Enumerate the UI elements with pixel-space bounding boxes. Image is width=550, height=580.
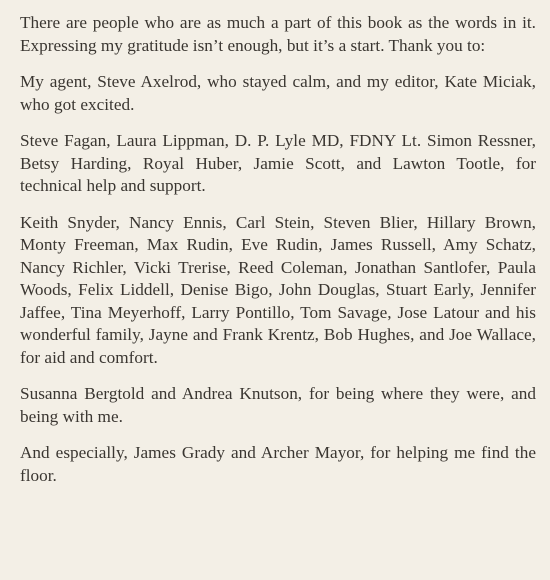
acknowledgments-paragraph: Keith Snyder, Nancy Ennis, Carl Stein, Steven Blier, Hillary Brown, Monty Freeman, Max Rudin, Eve Rudin, James Russell, Amy Schatz, Nancy Richler, Vicki Trerise, Reed Coleman, Jonathan Santlofer, Paula Woods, Felix Liddell, Denise Bigo, John Douglas, Stuart Early, Jennifer Jaffee, Tina Meyerhoff, Larry Pontillo, Tom Savage, Jose Latour and his wonderful family, Jayne and Frank Krentz, Bob Hughes, and Joe Wallace, for aid and comfort. (20, 212, 536, 367)
acknowledgments-paragraph: Steve Fagan, Laura Lippman, D. P. Lyle MD, FDNY Lt. Simon Ressner, Betsy Harding, Royal Huber, Jamie Scott, and Lawton Tootle, for technical help and support. (20, 131, 536, 195)
acknowledgments-paragraph: Susanna Bergtold and Andrea Knutson, for being where they were, and being with me. (20, 384, 536, 426)
acknowledgments-paragraph: And especially, James Grady and Archer Mayor, for helping me find the floor. (20, 443, 536, 485)
acknowledgments-paragraph: My agent, Steve Axelrod, who stayed calm, and my editor, Kate Miciak, who got excited. (20, 72, 536, 114)
acknowledgments-paragraph: There are people who are as much a part of this book as the words in it. Expressing my gratitude isn’t enough, but it’s a start. Thank you to: (20, 13, 536, 55)
